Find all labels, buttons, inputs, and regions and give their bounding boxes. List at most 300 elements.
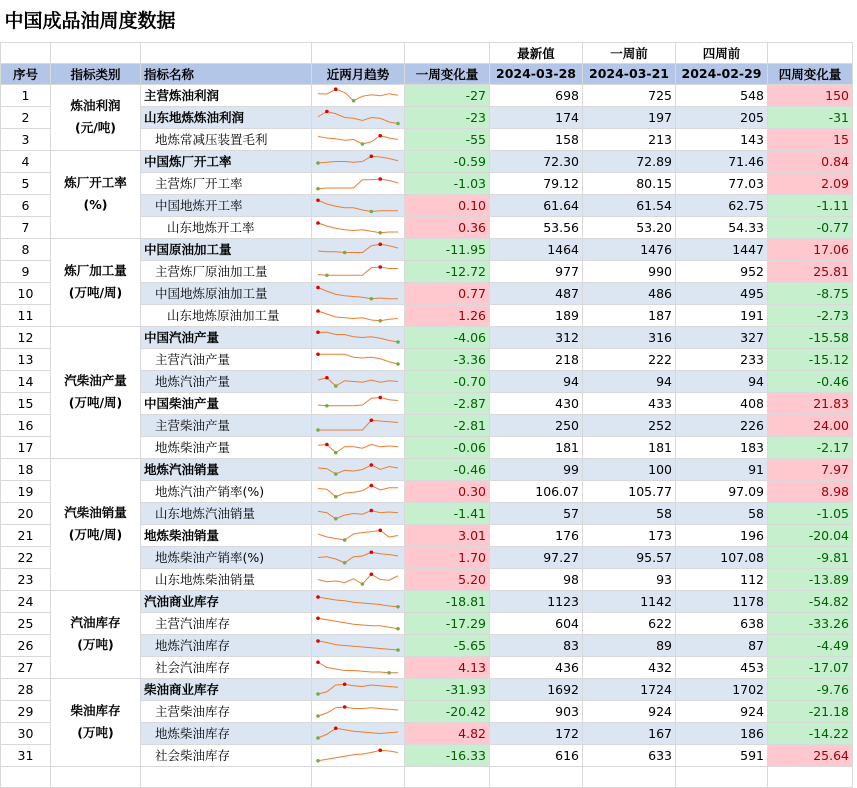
- week-change[interactable]: -1.41: [405, 502, 490, 524]
- value-four-weeks-ago[interactable]: 233: [676, 348, 768, 370]
- header-row-columns: [1, 63, 853, 84]
- value-four-weeks-ago[interactable]: 71.46: [676, 150, 768, 172]
- value-week-ago[interactable]: 633: [583, 744, 676, 766]
- value-four-weeks-ago[interactable]: 1702: [676, 678, 768, 700]
- value-latest[interactable]: 72.30: [490, 150, 583, 172]
- week-change[interactable]: -4.06: [405, 326, 490, 348]
- four-week-change[interactable]: -0.46: [768, 370, 853, 392]
- value-four-weeks-ago[interactable]: 62.75: [676, 194, 768, 216]
- value-latest[interactable]: 172: [490, 722, 583, 744]
- indicator-name[interactable]: 主营汽油产量: [141, 348, 312, 370]
- indicator-name[interactable]: 地炼汽油产量: [141, 370, 312, 392]
- trend-sparkline-cell[interactable]: [312, 150, 405, 172]
- blank-cell[interactable]: [312, 766, 405, 787]
- row-index[interactable]: 30: [1, 722, 51, 744]
- indicator-name[interactable]: 主营炼厂原油加工量: [141, 260, 312, 282]
- value-four-weeks-ago[interactable]: 143: [676, 128, 768, 150]
- value-latest[interactable]: 79.12: [490, 172, 583, 194]
- week-change[interactable]: 0.77: [405, 282, 490, 304]
- col-header-4w-change[interactable]: 四周变化量: [768, 63, 853, 84]
- row-index[interactable]: 6: [1, 194, 51, 216]
- row-index[interactable]: 31: [1, 744, 51, 766]
- trend-sparkline-cell[interactable]: [312, 568, 405, 590]
- value-four-weeks-ago[interactable]: 91: [676, 458, 768, 480]
- week-change[interactable]: 4.13: [405, 656, 490, 678]
- row-index[interactable]: 23: [1, 568, 51, 590]
- week-change[interactable]: -5.65: [405, 634, 490, 656]
- col-header-date-prev[interactable]: 2024-03-21: [583, 63, 676, 84]
- indicator-name[interactable]: 中国汽油产量: [141, 326, 312, 348]
- value-latest[interactable]: 176: [490, 524, 583, 546]
- value-latest[interactable]: 97.27: [490, 546, 583, 568]
- week-change[interactable]: -12.72: [405, 260, 490, 282]
- value-latest[interactable]: 1123: [490, 590, 583, 612]
- value-week-ago[interactable]: 433: [583, 392, 676, 414]
- value-four-weeks-ago[interactable]: 112: [676, 568, 768, 590]
- week-change[interactable]: 1.26: [405, 304, 490, 326]
- row-index[interactable]: 15: [1, 392, 51, 414]
- blank-cell[interactable]: [490, 766, 583, 787]
- row-index[interactable]: 16: [1, 414, 51, 436]
- trend-sparkline-cell[interactable]: [312, 634, 405, 656]
- value-week-ago[interactable]: 1476: [583, 238, 676, 260]
- value-week-ago[interactable]: 486: [583, 282, 676, 304]
- indicator-name[interactable]: 地炼柴油销量: [141, 524, 312, 546]
- row-index[interactable]: 22: [1, 546, 51, 568]
- week-change[interactable]: -11.95: [405, 238, 490, 260]
- week-change[interactable]: -16.33: [405, 744, 490, 766]
- four-week-change[interactable]: -17.07: [768, 656, 853, 678]
- value-week-ago[interactable]: 622: [583, 612, 676, 634]
- value-week-ago[interactable]: 58: [583, 502, 676, 524]
- value-four-weeks-ago[interactable]: 327: [676, 326, 768, 348]
- indicator-name[interactable]: 山东地炼原油加工量: [141, 304, 312, 326]
- sparkline-path: [318, 267, 398, 275]
- category-cell[interactable]: [51, 150, 141, 238]
- row-index[interactable]: 5: [1, 172, 51, 194]
- value-four-weeks-ago[interactable]: 1447: [676, 238, 768, 260]
- week-change[interactable]: -2.87: [405, 392, 490, 414]
- value-week-ago[interactable]: 197: [583, 106, 676, 128]
- row-index[interactable]: 3: [1, 128, 51, 150]
- indicator-name[interactable]: 主营炼油利润: [141, 84, 312, 106]
- blank-cell[interactable]: [768, 42, 853, 63]
- category-cell[interactable]: [51, 326, 141, 458]
- value-week-ago[interactable]: 173: [583, 524, 676, 546]
- four-week-change[interactable]: -15.12: [768, 348, 853, 370]
- value-latest[interactable]: 57: [490, 502, 583, 524]
- indicator-name[interactable]: 地炼常减压装置毛利: [141, 128, 312, 150]
- four-week-change[interactable]: 150: [768, 84, 853, 106]
- trend-sparkline-cell[interactable]: [312, 436, 405, 458]
- trend-sparkline-cell[interactable]: [312, 502, 405, 524]
- week-change[interactable]: -0.46: [405, 458, 490, 480]
- value-four-weeks-ago[interactable]: 408: [676, 392, 768, 414]
- value-latest[interactable]: 94: [490, 370, 583, 392]
- value-week-ago[interactable]: 89: [583, 634, 676, 656]
- trend-sparkline-cell[interactable]: [312, 172, 405, 194]
- indicator-name[interactable]: 主营炼厂开工率: [141, 172, 312, 194]
- trend-sparkline-cell[interactable]: [312, 128, 405, 150]
- value-week-ago[interactable]: 187: [583, 304, 676, 326]
- value-week-ago[interactable]: 1724: [583, 678, 676, 700]
- value-week-ago[interactable]: 72.89: [583, 150, 676, 172]
- four-week-change[interactable]: -13.89: [768, 568, 853, 590]
- trend-sparkline-cell[interactable]: [312, 700, 405, 722]
- trend-sparkline-cell[interactable]: [312, 612, 405, 634]
- indicator-name[interactable]: 山东地炼开工率: [141, 216, 312, 238]
- week-change[interactable]: 5.20: [405, 568, 490, 590]
- row-index[interactable]: 21: [1, 524, 51, 546]
- value-latest[interactable]: 189: [490, 304, 583, 326]
- week-change[interactable]: 0.36: [405, 216, 490, 238]
- row-index[interactable]: 27: [1, 656, 51, 678]
- trend-sparkline-cell[interactable]: [312, 458, 405, 480]
- value-four-weeks-ago[interactable]: 183: [676, 436, 768, 458]
- indicator-name[interactable]: 地炼汽油产销率(%): [141, 480, 312, 502]
- sparkline-low-marker: [396, 604, 400, 608]
- trend-sparkline-cell[interactable]: [312, 84, 405, 106]
- four-week-change[interactable]: 24.00: [768, 414, 853, 436]
- value-week-ago[interactable]: 316: [583, 326, 676, 348]
- value-week-ago[interactable]: 61.54: [583, 194, 676, 216]
- category-label: 汽柴油销量 (万吨/周): [64, 505, 127, 542]
- col-header-trend[interactable]: 近两月趋势: [312, 63, 405, 84]
- sparkline-path: [318, 332, 398, 342]
- table-row: [1, 678, 853, 700]
- four-week-change[interactable]: -9.81: [768, 546, 853, 568]
- row-index[interactable]: 11: [1, 304, 51, 326]
- row-index[interactable]: 12: [1, 326, 51, 348]
- value-week-ago[interactable]: 94: [583, 370, 676, 392]
- four-week-change[interactable]: -8.75: [768, 282, 853, 304]
- indicator-name[interactable]: 中国地炼开工率: [141, 194, 312, 216]
- value-week-ago[interactable]: 432: [583, 656, 676, 678]
- header-latest[interactable]: 最新值: [490, 42, 583, 63]
- value-four-weeks-ago[interactable]: 1178: [676, 590, 768, 612]
- row-index[interactable]: 4: [1, 150, 51, 172]
- header-four-weeks-ago[interactable]: 四周前: [676, 42, 768, 63]
- indicator-name[interactable]: 地炼汽油库存: [141, 634, 312, 656]
- four-week-change[interactable]: -2.17: [768, 436, 853, 458]
- indicator-name[interactable]: 主营汽油库存: [141, 612, 312, 634]
- table-row: [1, 150, 853, 172]
- blank-cell[interactable]: [676, 766, 768, 787]
- value-latest[interactable]: 99: [490, 458, 583, 480]
- value-week-ago[interactable]: 213: [583, 128, 676, 150]
- value-latest[interactable]: 604: [490, 612, 583, 634]
- week-change[interactable]: -0.70: [405, 370, 490, 392]
- four-week-change[interactable]: -1.05: [768, 502, 853, 524]
- value-latest[interactable]: 616: [490, 744, 583, 766]
- week-change[interactable]: -31.93: [405, 678, 490, 700]
- value-latest[interactable]: 430: [490, 392, 583, 414]
- col-header-name[interactable]: 指标名称: [141, 63, 312, 84]
- value-four-weeks-ago[interactable]: 924: [676, 700, 768, 722]
- col-header-category[interactable]: 指标类别: [51, 63, 141, 84]
- value-four-weeks-ago[interactable]: 97.09: [676, 480, 768, 502]
- value-latest[interactable]: 83: [490, 634, 583, 656]
- week-change[interactable]: -55: [405, 128, 490, 150]
- trend-sparkline-cell[interactable]: [312, 392, 405, 414]
- blank-cell[interactable]: [141, 766, 312, 787]
- week-change[interactable]: 0.30: [405, 480, 490, 502]
- week-change[interactable]: 3.01: [405, 524, 490, 546]
- value-week-ago[interactable]: 924: [583, 700, 676, 722]
- sparkline-high-marker: [378, 748, 382, 752]
- trend-sparkline: [312, 283, 404, 304]
- indicator-name[interactable]: 中国炼厂开工率: [141, 150, 312, 172]
- week-change[interactable]: 4.82: [405, 722, 490, 744]
- value-four-weeks-ago[interactable]: 495: [676, 282, 768, 304]
- value-four-weeks-ago[interactable]: 205: [676, 106, 768, 128]
- value-four-weeks-ago[interactable]: 638: [676, 612, 768, 634]
- indicator-name[interactable]: 山东地炼炼油利润: [141, 106, 312, 128]
- week-change[interactable]: -23: [405, 106, 490, 128]
- value-week-ago[interactable]: 990: [583, 260, 676, 282]
- row-index[interactable]: 20: [1, 502, 51, 524]
- row-index[interactable]: 28: [1, 678, 51, 700]
- row-index[interactable]: 24: [1, 590, 51, 612]
- four-week-change[interactable]: 2.09: [768, 172, 853, 194]
- value-four-weeks-ago[interactable]: 107.08: [676, 546, 768, 568]
- indicator-name[interactable]: 主营柴油产量: [141, 414, 312, 436]
- value-week-ago[interactable]: 222: [583, 348, 676, 370]
- category-label: 炼油利润 (元/吨): [70, 98, 121, 135]
- value-four-weeks-ago[interactable]: 87: [676, 634, 768, 656]
- four-week-change[interactable]: -15.58: [768, 326, 853, 348]
- four-week-change[interactable]: -14.22: [768, 722, 853, 744]
- value-four-weeks-ago[interactable]: 77.03: [676, 172, 768, 194]
- category-cell[interactable]: [51, 678, 141, 766]
- category-cell[interactable]: [51, 84, 141, 150]
- blank-cell[interactable]: [51, 42, 141, 63]
- value-four-weeks-ago[interactable]: 191: [676, 304, 768, 326]
- trend-sparkline-cell[interactable]: [312, 260, 405, 282]
- week-change[interactable]: -2.81: [405, 414, 490, 436]
- four-week-change[interactable]: -31: [768, 106, 853, 128]
- value-latest[interactable]: 1464: [490, 238, 583, 260]
- indicator-name[interactable]: 山东地炼汽油销量: [141, 502, 312, 524]
- blank-cell[interactable]: [768, 766, 853, 787]
- row-index[interactable]: 19: [1, 480, 51, 502]
- trend-sparkline-cell[interactable]: [312, 194, 405, 216]
- trend-sparkline-cell[interactable]: [312, 590, 405, 612]
- row-index[interactable]: 13: [1, 348, 51, 370]
- indicator-name[interactable]: 社会汽油库存: [141, 656, 312, 678]
- table-row: [1, 84, 853, 106]
- row-index[interactable]: 18: [1, 458, 51, 480]
- blank-cell[interactable]: [405, 766, 490, 787]
- indicator-name[interactable]: 地炼柴油产量: [141, 436, 312, 458]
- four-week-change[interactable]: -1.11: [768, 194, 853, 216]
- value-four-weeks-ago[interactable]: 591: [676, 744, 768, 766]
- week-change[interactable]: 0.10: [405, 194, 490, 216]
- week-change[interactable]: -17.29: [405, 612, 490, 634]
- indicator-name[interactable]: 地炼汽油销量: [141, 458, 312, 480]
- sparkline-path: [318, 377, 398, 385]
- sparkline-path: [318, 707, 398, 716]
- col-header-index[interactable]: 序号: [1, 63, 51, 84]
- indicator-name[interactable]: 中国柴油产量: [141, 392, 312, 414]
- blank-cell[interactable]: [583, 766, 676, 787]
- row-index[interactable]: 26: [1, 634, 51, 656]
- week-change[interactable]: -20.42: [405, 700, 490, 722]
- four-week-change[interactable]: 8.98: [768, 480, 853, 502]
- value-week-ago[interactable]: 105.77: [583, 480, 676, 502]
- row-index[interactable]: 7: [1, 216, 51, 238]
- four-week-change[interactable]: 25.64: [768, 744, 853, 766]
- value-latest[interactable]: 903: [490, 700, 583, 722]
- blank-cell[interactable]: [51, 766, 141, 787]
- week-change[interactable]: -3.36: [405, 348, 490, 370]
- category-cell[interactable]: [51, 458, 141, 590]
- trend-sparkline: [312, 525, 404, 546]
- row-index[interactable]: 29: [1, 700, 51, 722]
- value-latest[interactable]: 1692: [490, 678, 583, 700]
- week-change[interactable]: -18.81: [405, 590, 490, 612]
- value-week-ago[interactable]: 95.57: [583, 546, 676, 568]
- row-index[interactable]: 17: [1, 436, 51, 458]
- four-week-change[interactable]: -0.77: [768, 216, 853, 238]
- indicator-name[interactable]: 中国地炼原油加工量: [141, 282, 312, 304]
- trend-sparkline-cell[interactable]: [312, 656, 405, 678]
- trend-sparkline: [312, 327, 404, 348]
- row-index[interactable]: 2: [1, 106, 51, 128]
- row-index[interactable]: 1: [1, 84, 51, 106]
- value-latest[interactable]: 181: [490, 436, 583, 458]
- four-week-change[interactable]: -54.82: [768, 590, 853, 612]
- header-week-ago[interactable]: 一周前: [583, 42, 676, 63]
- value-latest[interactable]: 53.56: [490, 216, 583, 238]
- value-week-ago[interactable]: 725: [583, 84, 676, 106]
- four-week-change[interactable]: 17.06: [768, 238, 853, 260]
- value-four-weeks-ago[interactable]: 548: [676, 84, 768, 106]
- week-change[interactable]: 1.70: [405, 546, 490, 568]
- value-latest[interactable]: 312: [490, 326, 583, 348]
- value-latest[interactable]: 977: [490, 260, 583, 282]
- value-four-weeks-ago[interactable]: 952: [676, 260, 768, 282]
- indicator-name[interactable]: 柴油商业库存: [141, 678, 312, 700]
- value-week-ago[interactable]: 181: [583, 436, 676, 458]
- indicator-name[interactable]: 主营柴油库存: [141, 700, 312, 722]
- value-week-ago[interactable]: 53.20: [583, 216, 676, 238]
- value-week-ago[interactable]: 252: [583, 414, 676, 436]
- value-week-ago[interactable]: 1142: [583, 590, 676, 612]
- indicator-name[interactable]: 山东地炼柴油销量: [141, 568, 312, 590]
- category-cell[interactable]: [51, 238, 141, 326]
- trend-sparkline-cell[interactable]: [312, 744, 405, 766]
- value-four-weeks-ago[interactable]: 226: [676, 414, 768, 436]
- four-week-change[interactable]: -20.04: [768, 524, 853, 546]
- blank-cell[interactable]: [405, 42, 490, 63]
- sparkline-path: [318, 244, 398, 252]
- blank-cell[interactable]: [1, 766, 51, 787]
- value-four-weeks-ago[interactable]: 54.33: [676, 216, 768, 238]
- col-header-date-latest[interactable]: 2024-03-28: [490, 63, 583, 84]
- row-index[interactable]: 14: [1, 370, 51, 392]
- category-cell[interactable]: [51, 590, 141, 678]
- value-four-weeks-ago[interactable]: 58: [676, 502, 768, 524]
- value-four-weeks-ago[interactable]: 196: [676, 524, 768, 546]
- value-week-ago[interactable]: 80.15: [583, 172, 676, 194]
- value-latest[interactable]: 158: [490, 128, 583, 150]
- col-header-week-change[interactable]: 一周变化量: [405, 63, 490, 84]
- col-header-date-4w[interactable]: 2024-02-29: [676, 63, 768, 84]
- week-change[interactable]: -27: [405, 84, 490, 106]
- trend-sparkline-cell[interactable]: [312, 524, 405, 546]
- indicator-name[interactable]: 地炼柴油产销率(%): [141, 546, 312, 568]
- trend-sparkline-cell[interactable]: [312, 304, 405, 326]
- row-index[interactable]: 25: [1, 612, 51, 634]
- trend-sparkline-cell[interactable]: [312, 678, 405, 700]
- value-latest[interactable]: 250: [490, 414, 583, 436]
- four-week-change[interactable]: -9.76: [768, 678, 853, 700]
- trend-sparkline-cell[interactable]: [312, 216, 405, 238]
- trend-sparkline-cell[interactable]: [312, 414, 405, 436]
- week-change[interactable]: -0.59: [405, 150, 490, 172]
- blank-cell[interactable]: [312, 42, 405, 63]
- four-week-change[interactable]: 0.84: [768, 150, 853, 172]
- trend-sparkline-cell[interactable]: [312, 238, 405, 260]
- value-latest[interactable]: 98: [490, 568, 583, 590]
- indicator-name[interactable]: 汽油商业库存: [141, 590, 312, 612]
- four-week-change[interactable]: 25.81: [768, 260, 853, 282]
- indicator-name[interactable]: 地炼柴油库存: [141, 722, 312, 744]
- value-week-ago[interactable]: 93: [583, 568, 676, 590]
- value-week-ago[interactable]: 167: [583, 722, 676, 744]
- value-latest[interactable]: 698: [490, 84, 583, 106]
- trend-sparkline-cell[interactable]: [312, 480, 405, 502]
- value-four-weeks-ago[interactable]: 94: [676, 370, 768, 392]
- trend-sparkline-cell[interactable]: [312, 546, 405, 568]
- trend-sparkline-cell[interactable]: [312, 348, 405, 370]
- week-change[interactable]: -1.03: [405, 172, 490, 194]
- indicator-name[interactable]: 中国原油加工量: [141, 238, 312, 260]
- row-index[interactable]: 9: [1, 260, 51, 282]
- value-latest[interactable]: 218: [490, 348, 583, 370]
- four-week-change[interactable]: -4.49: [768, 634, 853, 656]
- value-four-weeks-ago[interactable]: 453: [676, 656, 768, 678]
- value-latest[interactable]: 106.07: [490, 480, 583, 502]
- week-change[interactable]: -0.06: [405, 436, 490, 458]
- trend-sparkline-cell[interactable]: [312, 370, 405, 392]
- trend-sparkline-cell[interactable]: [312, 282, 405, 304]
- value-latest[interactable]: 487: [490, 282, 583, 304]
- four-week-change[interactable]: -33.26: [768, 612, 853, 634]
- value-latest[interactable]: 174: [490, 106, 583, 128]
- row-index[interactable]: 8: [1, 238, 51, 260]
- four-week-change[interactable]: 21.83: [768, 392, 853, 414]
- value-four-weeks-ago[interactable]: 186: [676, 722, 768, 744]
- row-index[interactable]: 10: [1, 282, 51, 304]
- blank-cell[interactable]: [141, 42, 312, 63]
- four-week-change[interactable]: -2.73: [768, 304, 853, 326]
- four-week-change[interactable]: 7.97: [768, 458, 853, 480]
- trend-sparkline-cell[interactable]: [312, 722, 405, 744]
- value-week-ago[interactable]: 100: [583, 458, 676, 480]
- four-week-change[interactable]: 15: [768, 128, 853, 150]
- four-week-change[interactable]: -21.18: [768, 700, 853, 722]
- blank-cell[interactable]: [1, 42, 51, 63]
- value-latest[interactable]: 61.64: [490, 194, 583, 216]
- trend-sparkline-cell[interactable]: [312, 106, 405, 128]
- sparkline-low-marker: [316, 161, 320, 165]
- trend-sparkline-cell[interactable]: [312, 326, 405, 348]
- indicator-name[interactable]: 社会柴油库存: [141, 744, 312, 766]
- table-row: [1, 326, 853, 348]
- value-latest[interactable]: 436: [490, 656, 583, 678]
